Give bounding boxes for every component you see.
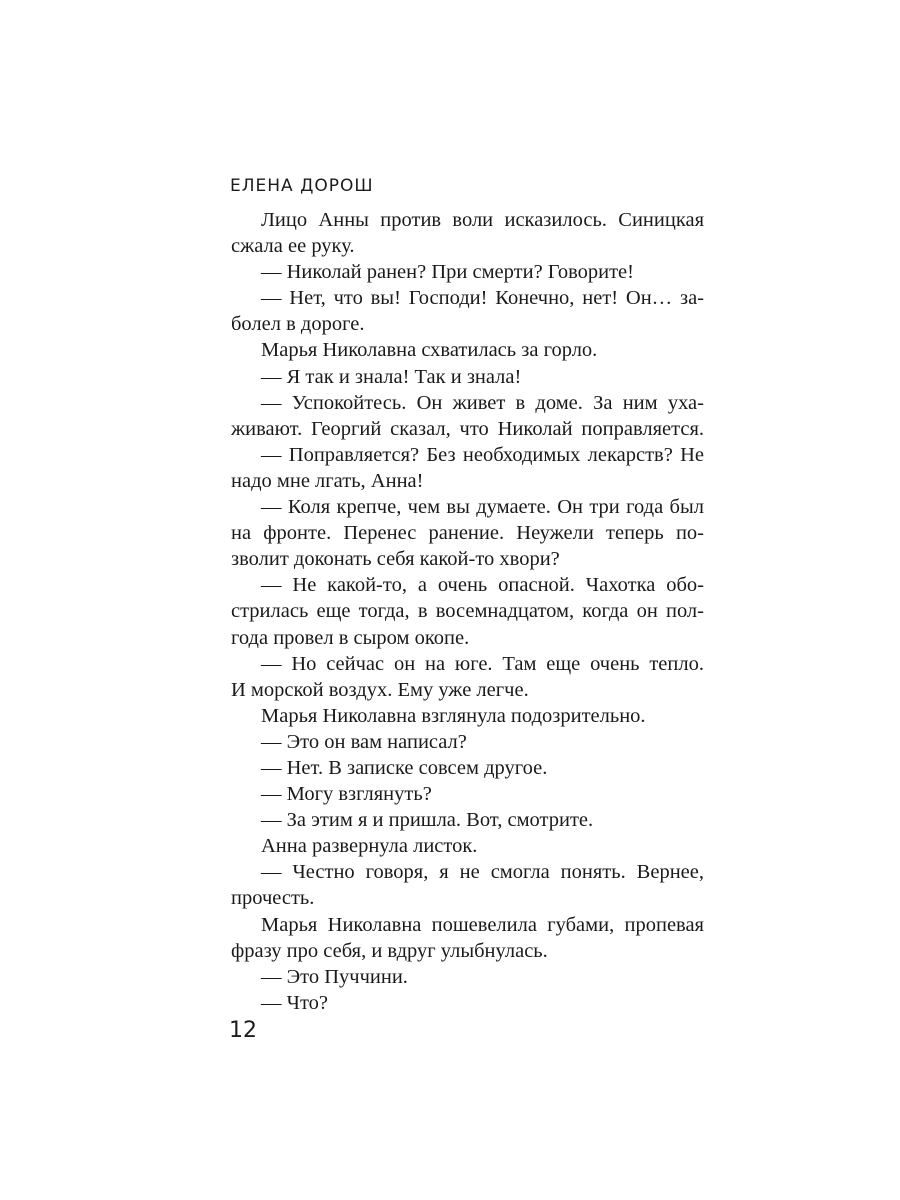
text-line: сжала ее руку.: [231, 235, 355, 258]
text-line: — Честно говоря, я не смогла понять. Вернее,: [261, 861, 704, 884]
text-line: — Но сейчас он на юге. Там еще очень тепло.: [261, 652, 704, 675]
text-line: — Успокойтесь. Он живет в доме. За ним уха-: [261, 391, 704, 414]
text-line: фразу про себя, и вдруг улыбнулась.: [231, 939, 548, 962]
body-text: [231, 207, 704, 1016]
text-line: Марья Николавна пошевелила губами, пропевая: [261, 913, 704, 936]
text-line: — За этим я и пришла. Вот, смотрите.: [261, 809, 594, 832]
text-line: — Нет, что вы! Господи! Конечно, нет! Он… за-: [261, 287, 704, 310]
text-line: — Могу взглянуть?: [261, 783, 432, 806]
text-line: — Это Пуччини.: [261, 965, 408, 988]
text-line: живают. Георгий сказал, что Николай поправляется.: [231, 417, 704, 440]
text-line: И морской воздух. Ему уже легче.: [231, 678, 529, 701]
text-line: — Поправляется? Без необходимых лекарств? Не: [261, 443, 704, 466]
text-line: Марья Николавна схватилась за горло.: [261, 339, 598, 362]
running-header: ЕЛЕНА ДОРОШ: [230, 176, 374, 196]
text-line: болел в дороге.: [231, 313, 365, 336]
text-line: — Я так и знала! Так и знала!: [261, 365, 522, 388]
text-line: прочесть.: [231, 887, 315, 910]
text-line: — Коля крепче, чем вы думаете. Он три года был: [261, 496, 704, 519]
text-line: Лицо Анны против воли исказилось. Синицкая: [261, 209, 704, 231]
page-number: 12: [229, 1018, 257, 1043]
text-line: Марья Николавна взглянула подозрительно.: [261, 704, 646, 727]
text-line: на фронте. Перенес ранение. Неужели теперь по-: [231, 522, 704, 545]
text-line: — Что?: [261, 991, 328, 1014]
text-line: — Это он вам написал?: [261, 730, 467, 753]
text-line: стрилась еще тогда, в восемнадцатом, когда он пол-: [231, 600, 704, 623]
text-line: — Не какой-то, а очень опасной. Чахотка обо-: [261, 574, 704, 597]
text-line: Анна развернула листок.: [261, 835, 478, 858]
text-line: зволит доконать себя какой-то хвори?: [231, 548, 560, 571]
text-line: — Николай ранен? При смерти? Говорите!: [261, 261, 634, 284]
text-line: надо мне лгать, Анна!: [231, 469, 424, 492]
text-line: — Нет. В записке совсем другое.: [261, 756, 548, 779]
text-line: года провел в сыром окопе.: [231, 626, 470, 649]
